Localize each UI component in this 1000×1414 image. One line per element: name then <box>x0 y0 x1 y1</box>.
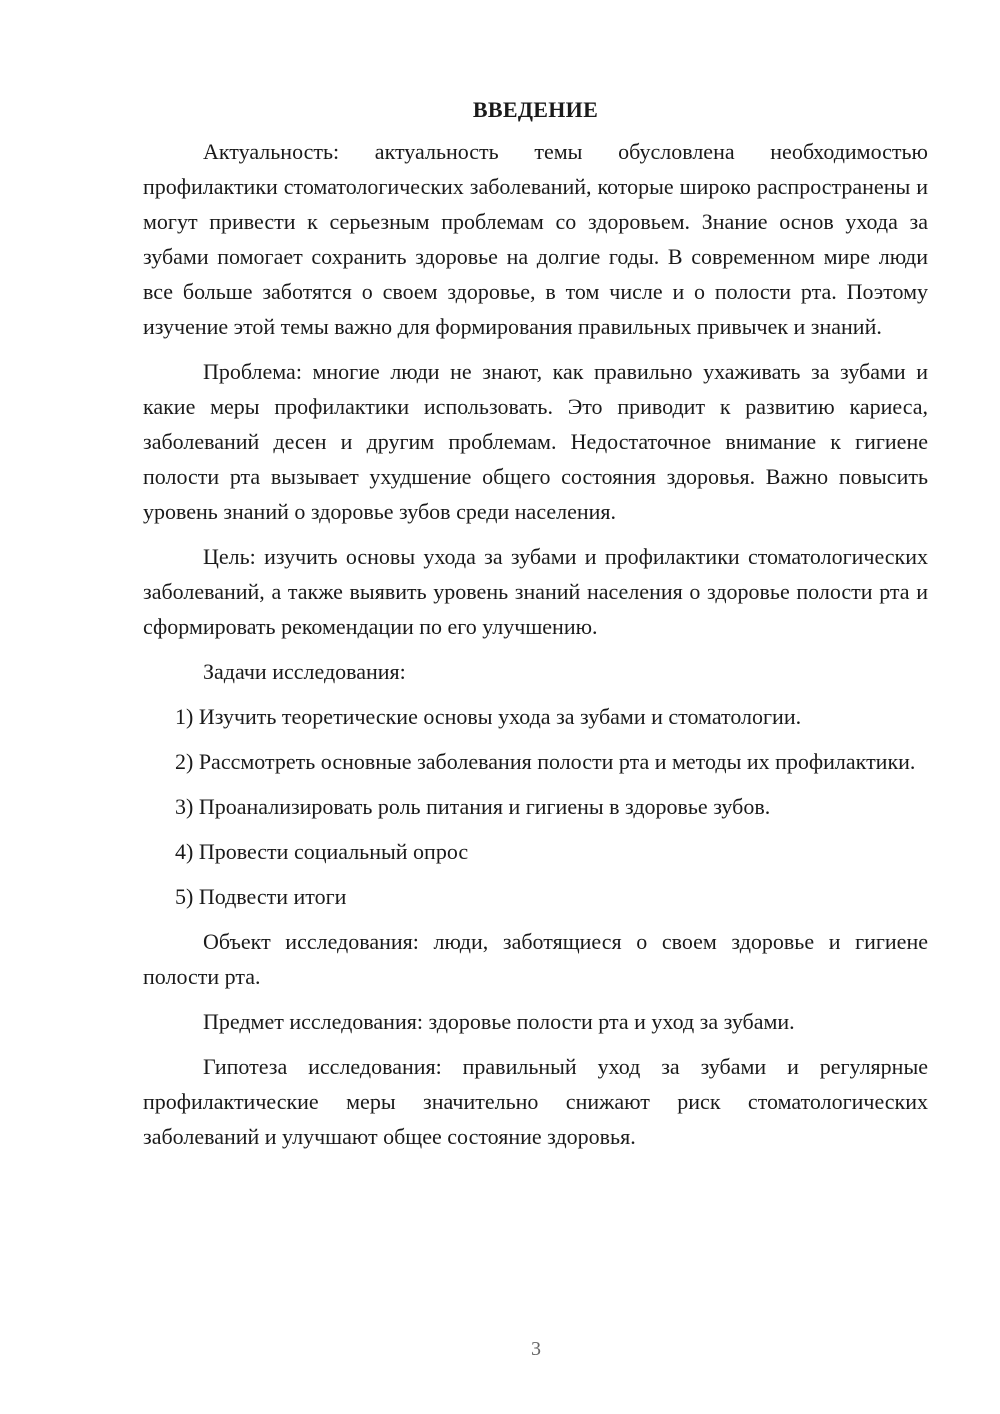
task-item: 2) Рассмотреть основные заболевания полости рта и методы их профилактики. <box>175 749 916 774</box>
tasks-heading: Задачи исследования: <box>203 659 406 684</box>
object-paragraph: Объект исследования: люди, заботящиеся о своем здоровье и гигиене полости рта. <box>143 929 928 989</box>
task-item: 3) Проанализировать роль питания и гигиены в здоровье зубов. <box>175 794 771 819</box>
page-number: 3 <box>531 1338 541 1360</box>
goal-paragraph: Цель: изучить основы ухода за зубами и профилактики стоматологических заболеваний, а также выявить уровень знаний населения о здоровье полости рта и сформировать рекомендации по его улучшению. <box>143 544 928 639</box>
hypothesis-paragraph: Гипотеза исследования: правильный уход за зубами и регулярные профилактические меры значительно снижают риск стоматологических заболеваний и улучшают общее состояние здоровья. <box>143 1054 928 1149</box>
relevance-paragraph: Актуальность: актуальность темы обусловлена необходимостью профилактики стоматологических заболеваний, которые широко распространены и могут привести к серьезным проблемам со здоровьем. Знание основ ухода за зубами помогает сохранить здоровье на долгие годы. В современном мире люди все больше заботятся о своем здоровье, в том числе и о полости рта. Поэтому изучение этой темы важно для формирования правильных привычек и знаний. <box>143 139 928 339</box>
task-item: 4) Провести социальный опрос <box>175 839 469 864</box>
task-item: 1) Изучить теоретические основы ухода за зубами и стоматологии. <box>175 704 802 729</box>
subject-paragraph: Предмет исследования: здоровье полости рта и уход за зубами. <box>203 1009 795 1034</box>
task-item: 5) Подвести итоги <box>175 884 347 909</box>
page-content <box>143 92 928 1164</box>
problem-paragraph: Проблема: многие люди не знают, как правильно ухаживать за зубами и какие меры профилактики использовать. Это приводит к развитию кариеса, заболеваний десен и другим проблемам. Недостаточное внимание к гигиене полости рта вызывает ухудшение общего состояния здоровья. Важно повысить уровень знаний о здоровье зубов среди населения. <box>143 359 928 524</box>
page-title: ВВЕДЕНИЕ <box>472 97 599 122</box>
